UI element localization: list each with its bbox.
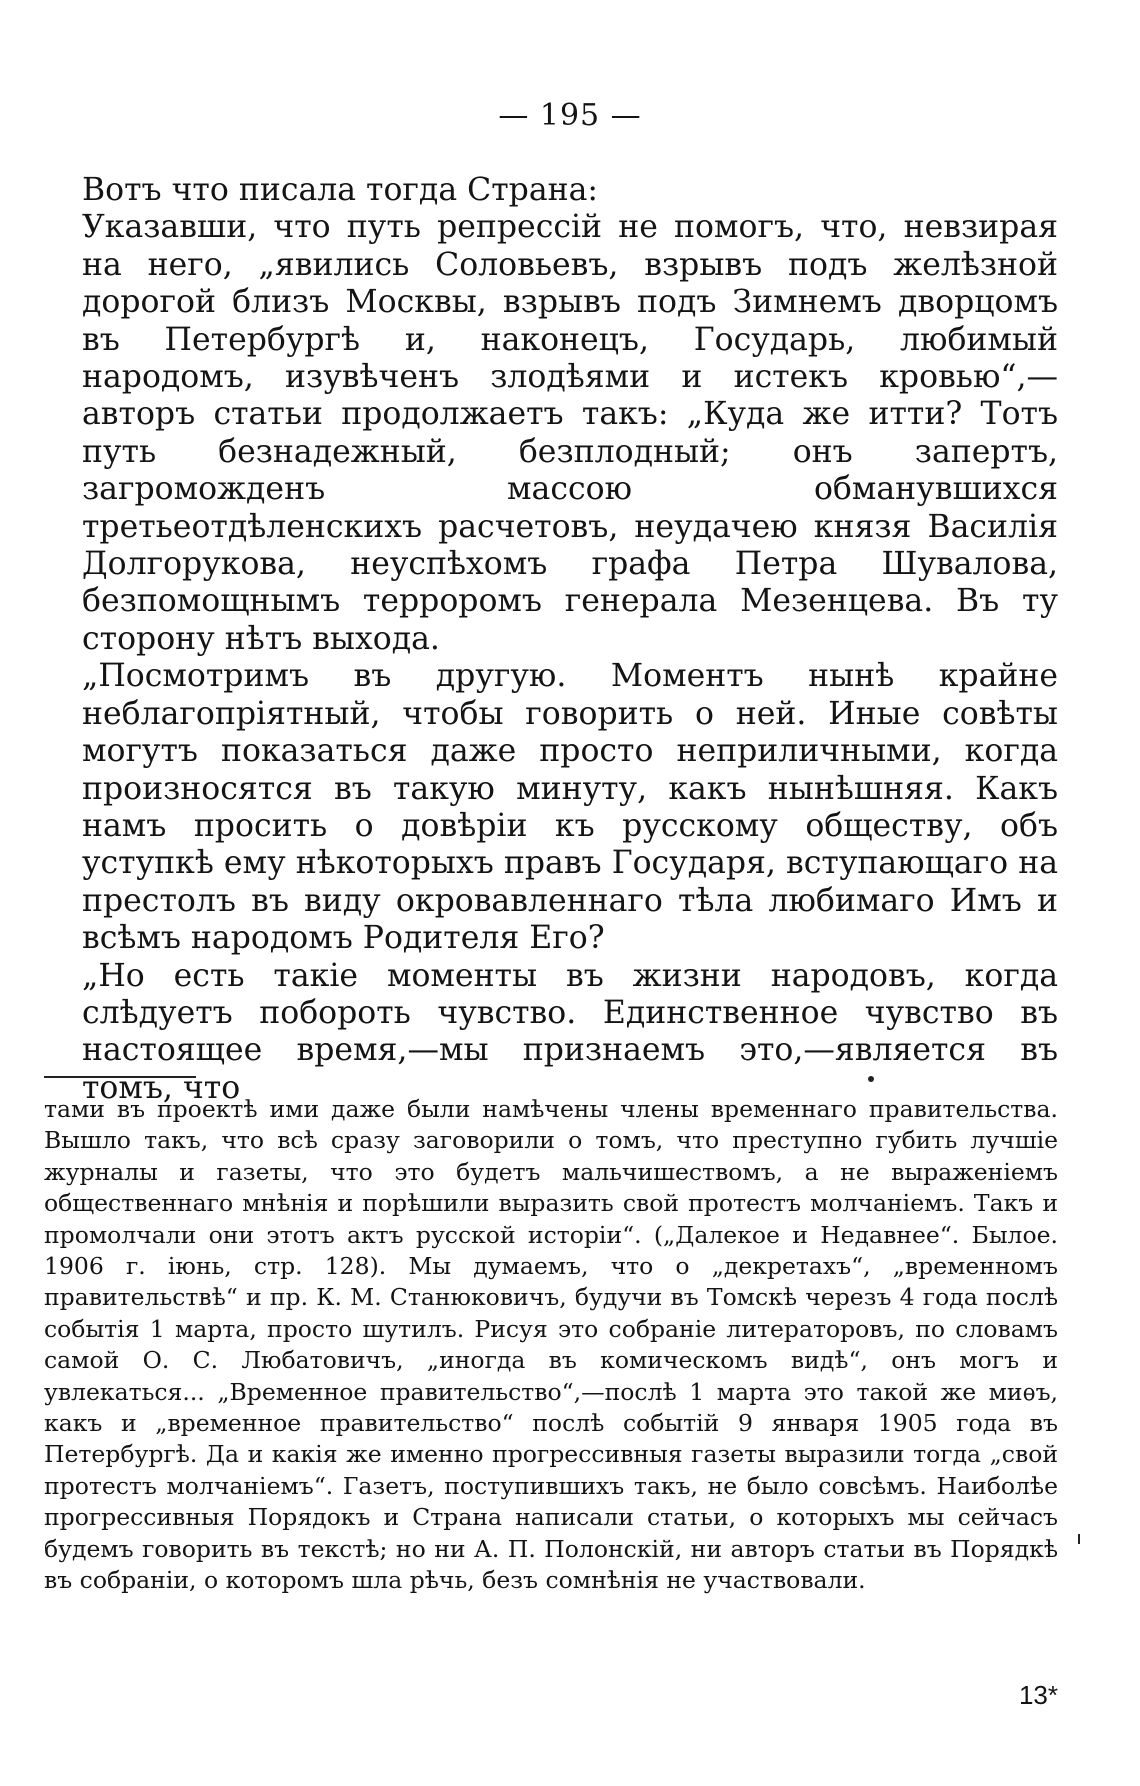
footnote-paragraph: тами въ проектѣ ими даже были намѣчены члены временнаго правительства. Вышло такъ, что всѣ сразу заговорили о томъ, что преступно губить лучшіе журналы и газеты, что это будетъ мальчишествомъ, а не выраженіемъ общественнаго мнѣнія и порѣшили выразить свой протестъ молчаніемъ. Такъ и промолчали они этотъ актъ русской исторіи“. („Далекое и Недавнее“. Былое. 1906 г. іюнь, стр. 128). Мы думаемъ, что о „декретахъ“, „временномъ правительствѣ“ и пр. К. М. Станюковичъ, будучи въ Томскѣ черезъ 4 года послѣ событія 1 марта, просто шутилъ. Рисуя это собраніе литераторовъ, по словамъ самой О. С. Любатовичъ, „иногда въ комическомъ видѣ“, онъ могъ и увлекаться... „Временное правительство“,—послѣ 1 марта это такой же миѳъ, какъ и „временное правительство“ послѣ событій 9 января 1905 года въ Петербургѣ. Да и какія же именно прогрессивныя газеты выразили тогда „свой протестъ молчаніемъ“. Газетъ, поступившихъ такъ, не было совсѣмъ. Наиболѣе прогрессивныя Порядокъ и Страна написали статьи, о которыхъ мы сейчасъ будемъ говорить въ текстѣ; но ни А. П. Полонскій, ни авторъ статьи въ Порядкѣ въ собраніи, о которомъ шла рѣчь, безъ сомнѣнія не участвовали. (44, 1095, 1058, 1595)
dot-mark (1078, 1534, 1080, 1544)
footnote-separator (44, 1076, 196, 1078)
paragraph-2: Указавши, что путь репрессій не помогъ, что, невзирая на него, „явились Соловьевъ, взрывъ подъ желѣзной дорогой близъ Москвы, взрывъ подъ Зимнемъ дворцомъ въ Петербургѣ и, наконецъ, Государь, любимый народомъ, изувѣченъ злодѣями и истекъ кровью“,—авторъ статьи продолжаетъ такъ: „Куда же итти? Тотъ путь безнадежный, безплодный; онъ запертъ, загроможденъ массою обманувшихся третьеотдѣленскихъ расчетовъ, неудачею князя Василія Долгорукова, неуспѣхомъ графа Петра Шувалова, безпомощнымъ терроромъ генерала Мезенцева. Въ ту сторону нѣтъ выхода. (82, 209, 1058, 657)
paragraph-3: „Посмотримъ въ другую. Моментъ нынѣ крайне неблагопріятный, чтобы говорить о ней. Иные совѣты могутъ показаться даже просто неприличными, когда произносятся въ такую минуту, какъ нынѣшняя. Какъ намъ просить о довѣріи къ русскому обществу, объ уступкѣ ему нѣкоторыхъ правъ Государя, вступающаго на престолъ въ виду окровавленнаго тѣла любимаго Имъ и всѣмъ народомъ Родителя Его? (82, 658, 1058, 957)
paragraph-4: „Но есть такіе моменты въ жизни народовъ, когда слѣдуетъ побороть чувство. Единственное чувство въ настоящее время,—мы признаемъ это,—является въ томъ, что (82, 957, 1058, 1106)
dot-mark (868, 1076, 874, 1082)
footnote-text (44, 1094, 1058, 1597)
signature-mark: 13* (1018, 1680, 1058, 1710)
main-text (82, 172, 1058, 1107)
paragraph-1: Вотъ что писала тогда Страна: (82, 172, 598, 208)
page-number: — 195 — (498, 98, 642, 133)
